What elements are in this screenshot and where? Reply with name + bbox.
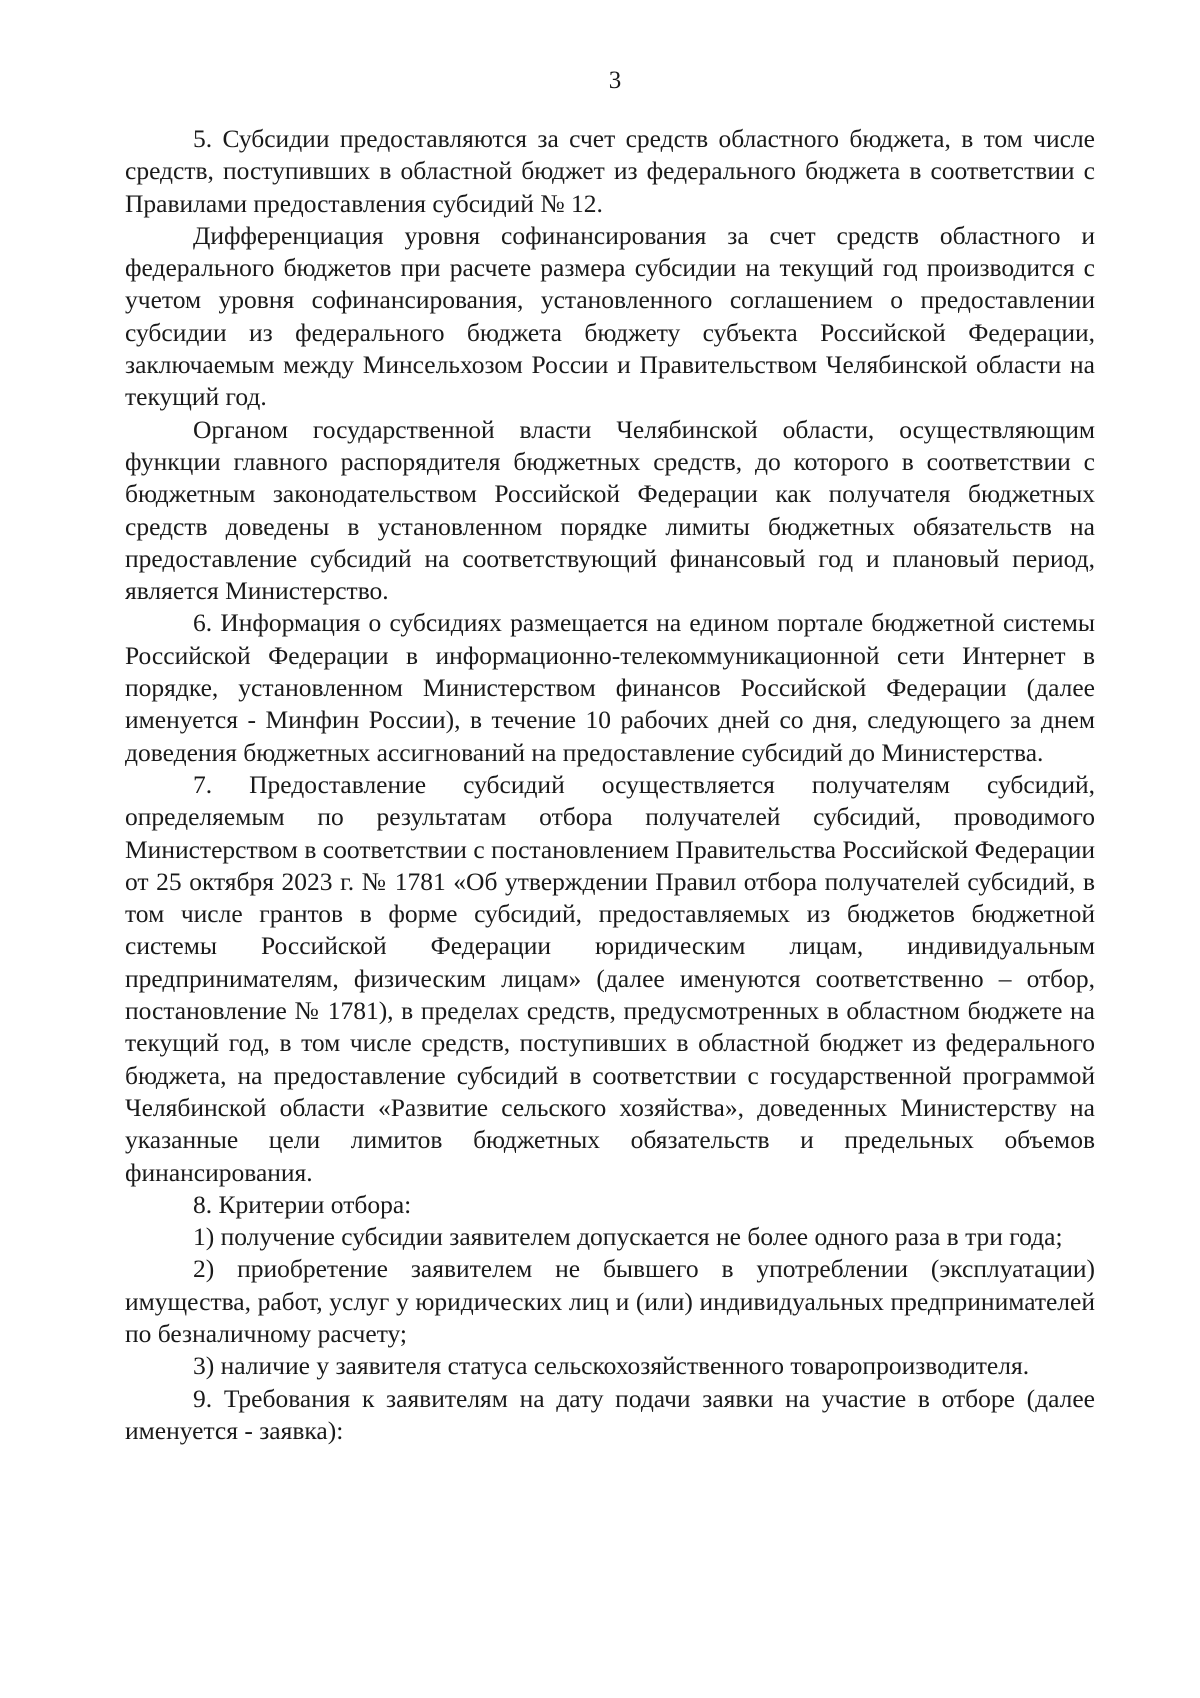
criterion-1: 1) получение субсидии заявителем допускается не более одного раза в три года; [193,1222,1063,1252]
document-body [125,123,1095,1447]
paragraph-5-subsidies-source: 5. Субсидии предоставляются за счет средств областного бюджета, в том числе средств, поступивших в областной бюджет из федерального бюджета в соответствии с Правилами предоставления субсидий № 12. [125,124,1095,218]
page-number: 3 [608,67,622,94]
paragraph-7-subsidy-provision: 7. Предоставление субсидий осуществляется получателям субсидий, определяемым по результатам отбора получателей субсидий, проводимого Министерством в соответствии с постановлением Правительства Российской Федерации от 25 октября 2023 г. № 1781 «Об утверждении Правил отбора получателей субсидий, в том числе грантов в форме субсидий, предоставляемых из бюджетов бюджетной системы Российской Федерации юридическим лицам, индивидуальным предпринимателям, физическим лицам» (далее именуются соответственно – отбор, постановление № 1781), в пределах средств, предусмотренных в областном бюджете на текущий год, в том числе средств, поступивших в областной бюджет из федерального бюджета, на предоставление субсидий в соответствии с государственной программой Челябинской области «Развитие сельского хозяйства», доведенных Министерству на указанные цели лимитов бюджетных обязательств и предельных объемов финансирования. [125,769,1095,1187]
criterion-2: 2) приобретение заявителем не бывшего в употреблении (эксплуатации) имущества, работ, услуг у юридических лиц и (или) индивидуальных предпринимателей по безналичному расчету; [125,1254,1095,1348]
paragraph-6-information-portal: 6. Информация о субсидиях размещается на едином портале бюджетной системы Российской Федерации в информационно-телекоммуникационной сети Интернет в порядке, установленном Министерством финансов Российской Федерации (далее именуется - Минфин России), в течение 10 рабочих дней со дня, следующего за днем доведения бюджетных ассигнований на предоставление субсидий до Министерства. [125,608,1095,767]
criterion-3: 3) наличие у заявителя статуса сельскохозяйственного товаропроизводителя. [193,1351,1030,1381]
paragraph-9-applicant-requirements: 9. Требования к заявителям на дату подачи заявки на участие в отборе (далее именуется - заявка): [125,1383,1095,1445]
paragraph-8-selection-criteria: 8. Критерии отбора: [193,1189,412,1219]
paragraph-cofinancing-differentiation: Дифференциация уровня софинансирования за счет средств областного и федерального бюджетов при расчете размера субсидии на текущий год производится с учетом уровня софинансирования, установленного соглашением о предоставлении субсидии из федерального бюджета бюджету субъекта Российской Федерации, заключаемым между Минсельхозом России и Правительством Челябинской области на текущий год. [125,220,1095,412]
paragraph-main-budget-manager: Органом государственной власти Челябинской области, осуществляющим функции главного распорядителя бюджетных средств, до которого в соответствии с бюджетным законодательством Российской Федерации как получателя бюджетных средств доведены в установленном порядке лимиты бюджетных обязательств на предоставление субсидий на соответствующий финансовый год и плановый период, является Министерство. [125,414,1095,606]
